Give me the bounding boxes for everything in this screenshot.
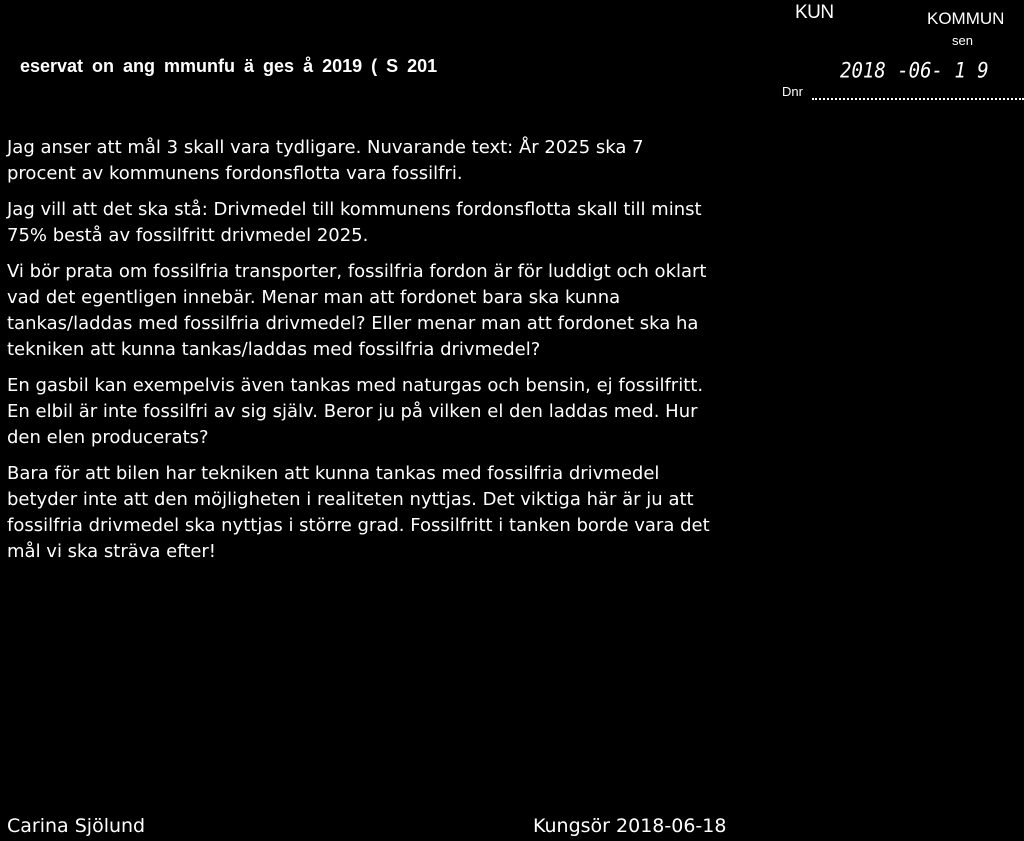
stamp-dnr-dotted-line xyxy=(812,98,1024,100)
paragraph-line: den elen producerats? xyxy=(7,427,209,448)
paragraph-line: Bara för att bilen har tekniken att kunna tankas med fossilfria drivmedel xyxy=(7,463,660,484)
paragraph-line: En gasbil kan exempelvis även tankas med naturgas och bensin, ej fossilfritt. xyxy=(7,375,704,396)
stamp-kun-label: KUN xyxy=(795,2,834,23)
paragraph-line: tankas/laddas med fossilfria drivmedel? Eller menar man att fordonet ska ha xyxy=(7,313,699,334)
paragraph-1 xyxy=(7,135,907,187)
paragraph-3 xyxy=(7,259,907,363)
paragraph-5 xyxy=(7,461,907,565)
stamp-received-date: 2018 -06- 1 9 xyxy=(840,58,989,84)
document-heading: eservat on ang mmunfu ä ges å 2019 ( S 201 xyxy=(20,56,438,76)
paragraph-line: betyder inte att den möjligheten i realiteten nyttjas. Det viktiga här är ju att xyxy=(7,489,694,510)
paragraph-line: vad det egentligen innebär. Menar man att fordonet bara ska kunna xyxy=(7,287,621,308)
paragraph-line: Jag anser att mål 3 skall vara tydligare. Nuvarande text: År 2025 ska 7 xyxy=(7,137,644,158)
paragraph-line: fossilfria drivmedel ska nyttjas i större grad. Fossilfritt i tanken borde vara det xyxy=(7,515,710,536)
paragraph-line: tekniken att kunna tankas/laddas med fossilfria drivmedel? xyxy=(7,339,541,360)
stamp-sen-label: sen xyxy=(952,33,973,48)
paragraph-line: En elbil är inte fossilfri av sig själv. Beror ju på vilken el den laddas med. Hur xyxy=(7,401,698,422)
paragraph-line: procent av kommunens fordonsflotta vara fossilfri. xyxy=(7,163,463,184)
place-and-date: Kungsör 2018-06-18 xyxy=(533,815,727,837)
paragraph-line: mål vi ska sträva efter! xyxy=(7,541,217,562)
paragraph-2 xyxy=(7,197,907,249)
document-body xyxy=(7,135,907,575)
stamp-dnr-label: Dnr xyxy=(782,84,803,99)
stamp-kommun-label: KOMMUN xyxy=(927,9,1005,28)
paragraph-line: Vi bör prata om fossilfria transporter, fossilfria fordon är för luddigt och oklart xyxy=(7,261,707,282)
paragraph-4 xyxy=(7,373,907,451)
signatory-name: Carina Sjölund xyxy=(7,815,146,837)
paragraph-line: 75% bestå av fossilfritt drivmedel 2025. xyxy=(7,225,369,246)
paragraph-line: Jag vill att det ska stå: Drivmedel till kommunens fordonsflotta skall till minst xyxy=(7,199,702,220)
